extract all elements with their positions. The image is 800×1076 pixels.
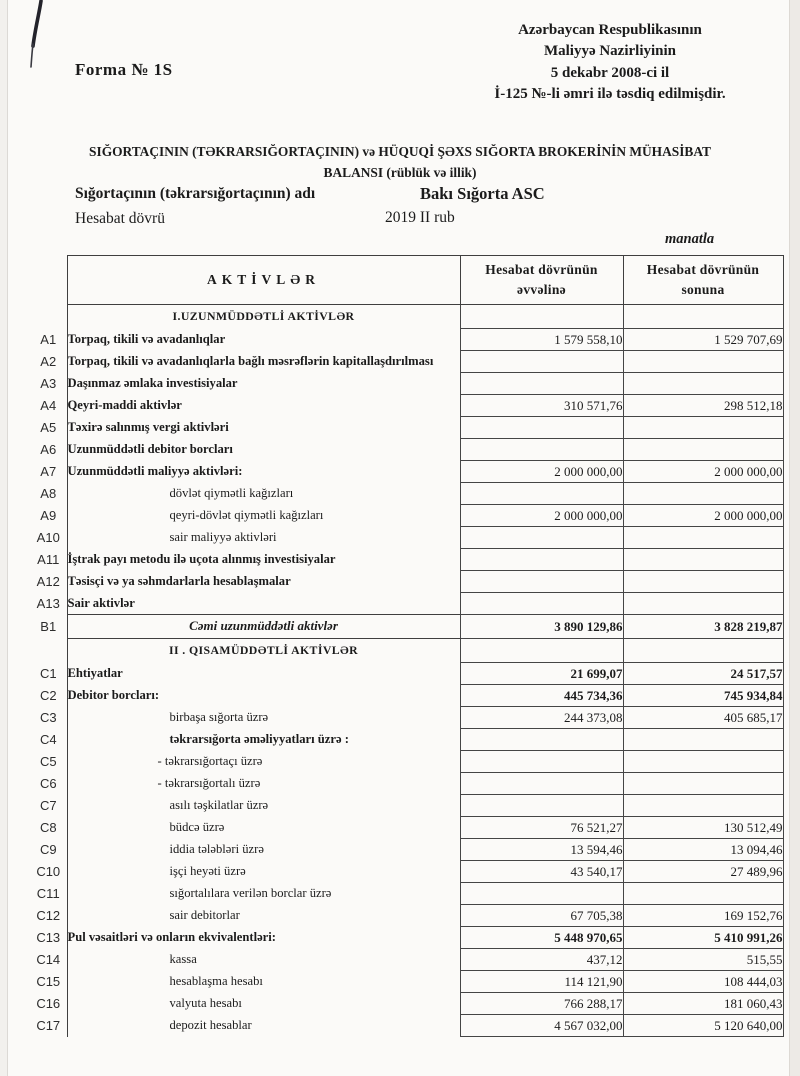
table-row [30, 839, 783, 861]
balance-sheet-table [30, 255, 784, 1037]
value-period-end: 515,55 [623, 949, 783, 971]
value-period-end [623, 527, 783, 549]
table-row [30, 993, 783, 1015]
row-label: I.UZUNMÜDDƏTLİ AKTİVLƏR [67, 305, 460, 329]
table-row [30, 639, 783, 663]
table-row [30, 351, 783, 373]
row-code: C16 [36, 996, 61, 1011]
value-period-begin [460, 571, 623, 593]
table-row [30, 707, 783, 729]
value-period-end [623, 773, 783, 795]
table-row [30, 571, 783, 593]
table-row [30, 861, 783, 883]
value-period-begin [460, 639, 623, 663]
row-code: A11 [37, 552, 60, 567]
table-row [30, 329, 783, 351]
value-period-end: 27 489,96 [623, 861, 783, 883]
value-period-begin [460, 549, 623, 571]
row-label: kassa [67, 949, 460, 971]
table-row [30, 685, 783, 707]
value-period-begin: 13 594,46 [460, 839, 623, 861]
value-period-end: 24 517,57 [623, 663, 783, 685]
row-label: dövlət qiymətli kağızları [67, 483, 460, 505]
row-code: C4 [39, 732, 57, 747]
table-row [30, 949, 783, 971]
approval-line: 5 dekabr 2008-ci il [550, 64, 670, 81]
value-period-begin [460, 351, 623, 373]
approval-line: İ-125 №-li əmri ilə təsdiq edilmişdir. [494, 85, 726, 102]
row-code: C8 [39, 820, 57, 835]
approval-line: Azərbaycan Respublikasının [518, 22, 702, 38]
row-code: A5 [40, 420, 57, 435]
row-code: B1 [40, 619, 57, 634]
row-code: A12 [36, 574, 60, 589]
table-row [30, 971, 783, 993]
value-period-begin [460, 483, 623, 505]
header-period-end: Hesabat dövrünün sonuna [623, 256, 783, 305]
scan-edge-right [789, 0, 800, 1076]
row-code: A7 [40, 464, 57, 479]
row-code: A6 [40, 442, 57, 457]
insurer-name-label: Sığortaçının (təkrarsığortaçının) adı [75, 185, 316, 202]
value-period-end [623, 571, 783, 593]
value-period-end [623, 417, 783, 439]
row-code: C6 [39, 776, 57, 791]
row-code: A9 [40, 508, 57, 523]
table-row [30, 439, 783, 461]
table-row [30, 461, 783, 483]
row-label: qeyri-dövlət qiymətli kağızları [67, 505, 460, 527]
row-label: sair debitorlar [67, 905, 460, 927]
row-label: valyuta hesabı [67, 993, 460, 1015]
value-period-begin [460, 751, 623, 773]
value-period-end: 745 934,84 [623, 685, 783, 707]
table-row [30, 773, 783, 795]
value-period-begin: 1 579 558,10 [460, 329, 623, 351]
value-period-begin: 2 000 000,00 [460, 505, 623, 527]
value-period-begin: 43 540,17 [460, 861, 623, 883]
scan-edge-left [0, 0, 8, 1076]
header-assets: AKTİVLƏR [67, 256, 460, 305]
value-period-begin: 766 288,17 [460, 993, 623, 1015]
row-code: C9 [39, 842, 57, 857]
row-label: Daşınmaz əmlaka investisiyalar [67, 373, 460, 395]
value-period-end [623, 373, 783, 395]
row-code: C14 [36, 952, 61, 967]
row-label: Uzunmüddətli debitor borcları [67, 439, 460, 461]
row-label: İştrak payı metodu ilə uçota alınmış investisiyalar [67, 549, 460, 571]
value-period-end: 405 685,17 [623, 707, 783, 729]
value-period-end: 2 000 000,00 [623, 505, 783, 527]
row-label: iddia tələbləri üzrə [67, 839, 460, 861]
row-label: Təsisçi və ya səhmdarlarla hesablaşmalar [67, 571, 460, 593]
row-label: depozit hesablar [67, 1015, 460, 1037]
value-period-begin [460, 883, 623, 905]
table-row [30, 663, 783, 685]
table-row [30, 1015, 783, 1037]
table-row [30, 305, 783, 329]
row-label: işçi heyəti üzrə [67, 861, 460, 883]
table-row [30, 417, 783, 439]
value-period-end: 5 410 991,26 [623, 927, 783, 949]
value-period-begin [460, 795, 623, 817]
value-period-begin [460, 373, 623, 395]
table-row [30, 817, 783, 839]
value-period-begin [460, 527, 623, 549]
table-row [30, 905, 783, 927]
value-period-begin: 445 734,36 [460, 685, 623, 707]
row-code: C7 [39, 798, 57, 813]
value-period-begin: 244 373,08 [460, 707, 623, 729]
row-code: C15 [36, 974, 61, 989]
table-row [30, 549, 783, 571]
row-label: sığortalılara verilən borclar üzrə [67, 883, 460, 905]
row-label: Sair aktivlər [67, 593, 460, 615]
value-period-end: 108 444,03 [623, 971, 783, 993]
table-row [30, 751, 783, 773]
row-label: asılı təşkilatlar üzrə [67, 795, 460, 817]
row-label: Debitor borcları: [67, 685, 460, 707]
balance-table-body [30, 305, 783, 1037]
value-period-begin [460, 773, 623, 795]
row-label: büdcə üzrə [67, 817, 460, 839]
approval-block [455, 20, 765, 105]
row-code: C12 [36, 908, 61, 923]
row-code: C3 [39, 710, 57, 725]
value-period-end [623, 883, 783, 905]
row-code: C10 [36, 864, 61, 879]
row-label: Torpaq, tikili və avadanlıqlarla bağlı məsrəflərin kapitallaşdırılması [67, 351, 460, 373]
table-header-row [30, 256, 783, 305]
value-period-begin: 4 567 032,00 [460, 1015, 623, 1037]
row-code: A3 [40, 376, 57, 391]
value-period-end [623, 305, 783, 329]
value-period-end: 3 828 219,87 [623, 615, 783, 639]
insurer-name-value: Bakı Sığorta ASC [420, 184, 545, 203]
value-period-begin: 2 000 000,00 [460, 461, 623, 483]
row-label: birbaşa sığorta üzrə [67, 707, 460, 729]
table-row [30, 593, 783, 615]
value-period-end: 2 000 000,00 [623, 461, 783, 483]
table-row [30, 927, 783, 949]
approval-line: Maliyyə Nazirliyinin [543, 43, 677, 60]
report-period-value: 2019 II rub [385, 209, 455, 226]
row-label: Cəmi uzunmüddətli aktivlər [67, 615, 460, 639]
row-code: C5 [39, 754, 57, 769]
row-label: Uzunmüddətli maliyyə aktivləri: [67, 461, 460, 483]
row-code [30, 305, 67, 329]
row-code: A10 [36, 530, 60, 545]
value-period-begin: 310 571,76 [460, 395, 623, 417]
value-period-end [623, 483, 783, 505]
document-title [50, 142, 750, 184]
table-row [30, 883, 783, 905]
table-row [30, 483, 783, 505]
value-period-begin: 114 121,90 [460, 971, 623, 993]
row-label: Pul vəsaitləri və onların ekvivalentləri: [67, 927, 460, 949]
pen-mark-icon [22, 0, 62, 80]
value-period-end: 5 120 640,00 [623, 1015, 783, 1037]
row-label: Təxirə salınmış vergi aktivləri [67, 417, 460, 439]
row-label: hesablaşma hesabı [67, 971, 460, 993]
value-period-end: 13 094,46 [623, 839, 783, 861]
value-period-end [623, 639, 783, 663]
value-period-end [623, 439, 783, 461]
value-period-begin [460, 417, 623, 439]
row-label: - təkrarsığortaçı üzrə [67, 751, 460, 773]
value-period-begin [460, 305, 623, 329]
row-code: C1 [39, 666, 57, 681]
value-period-end [623, 549, 783, 571]
table-row [30, 795, 783, 817]
value-period-end [623, 729, 783, 751]
form-number: Forma № 1S [75, 60, 173, 79]
currency-note: manatla [665, 231, 715, 247]
row-code: A4 [40, 398, 57, 413]
table-row [30, 729, 783, 751]
header-code-spacer [30, 256, 67, 305]
row-code: C13 [36, 930, 61, 945]
value-period-end [623, 351, 783, 373]
row-code: C11 [36, 886, 60, 901]
row-code: C2 [39, 688, 57, 703]
row-code: A2 [40, 354, 57, 369]
value-period-begin: 3 890 129,86 [460, 615, 623, 639]
value-period-end: 130 512,49 [623, 817, 783, 839]
value-period-begin: 67 705,38 [460, 905, 623, 927]
value-period-begin [460, 729, 623, 751]
row-code: A1 [40, 332, 57, 347]
table-row [30, 527, 783, 549]
value-period-end: 169 152,76 [623, 905, 783, 927]
value-period-begin: 5 448 970,65 [460, 927, 623, 949]
row-label: sair maliyyə aktivləri [67, 527, 460, 549]
row-label: təkrarsığorta əməliyyatları üzrə : [67, 729, 460, 751]
row-label: II . QISAMÜDDƏTLİ AKTİVLƏR [67, 639, 460, 663]
table-row [30, 395, 783, 417]
row-code: A13 [36, 596, 60, 611]
row-label: - təkrarsığortalı üzrə [67, 773, 460, 795]
row-label: Ehtiyatlar [67, 663, 460, 685]
value-period-begin [460, 593, 623, 615]
row-code: A8 [40, 486, 57, 501]
row-code: C17 [36, 1018, 61, 1033]
value-period-end [623, 751, 783, 773]
value-period-begin [460, 439, 623, 461]
table-row [30, 373, 783, 395]
value-period-begin: 437,12 [460, 949, 623, 971]
row-label: Torpaq, tikili və avadanlıqlar [67, 329, 460, 351]
report-period-label: Hesabat dövrü [75, 210, 165, 227]
value-period-end: 1 529 707,69 [623, 329, 783, 351]
value-period-end: 181 060,43 [623, 993, 783, 1015]
document-title-line2: BALANSI (rüblük və illik) [323, 164, 477, 180]
document-title-line1: SIĞORTAÇININ (TƏKRARSIĞORTAÇININ) və HÜQUQİ ŞƏXS SIĞORTA BROKERİNİN MÜHASİBAT [89, 144, 711, 159]
table-row [30, 505, 783, 527]
header-period-begin: Hesabat dövrünün əvvəlinə [460, 256, 623, 305]
value-period-end: 298 512,18 [623, 395, 783, 417]
value-period-end [623, 593, 783, 615]
value-period-begin: 21 699,07 [460, 663, 623, 685]
row-code [30, 639, 67, 663]
row-label: Qeyri-maddi aktivlər [67, 395, 460, 417]
value-period-end [623, 795, 783, 817]
value-period-begin: 76 521,27 [460, 817, 623, 839]
table-row [30, 615, 783, 639]
